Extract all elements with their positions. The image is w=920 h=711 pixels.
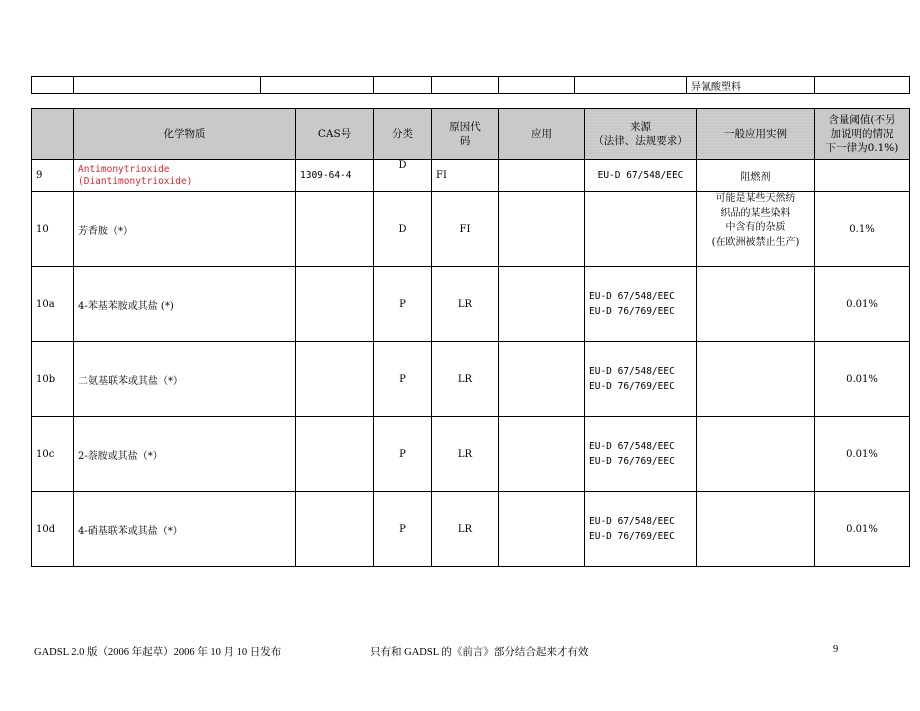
example (697, 342, 815, 417)
application (499, 192, 585, 267)
application (499, 160, 585, 192)
threshold: 0.01% (815, 342, 910, 417)
chemical-name: 二氨基联苯或其盐（*） (74, 342, 296, 417)
source: EU-D 67/548/EEC EU-D 76/769/EEC (585, 342, 697, 417)
example: 可能是某些天然纺 织品的某些染料 中含有的杂质 (在欧洲被禁止生产) (697, 192, 815, 267)
application (499, 492, 585, 567)
previous-table-fragment (31, 76, 910, 94)
threshold: 0.1% (815, 192, 910, 267)
source: EU-D 67/548/EEC EU-D 76/769/EEC (585, 492, 697, 567)
table-row (32, 342, 910, 417)
class-code: P (374, 342, 432, 417)
header-reason: 原因代 码 (432, 109, 499, 160)
reason-code: FI (432, 160, 499, 192)
reason-code: LR (432, 417, 499, 492)
threshold: 0.01% (815, 492, 910, 567)
reason-code: LR (432, 492, 499, 567)
header-example: 一般应用实例 (697, 109, 815, 160)
class-code: P (374, 492, 432, 567)
reason-code: FI (432, 192, 499, 267)
class-code: D (374, 160, 432, 192)
source: EU-D 67/548/EEC EU-D 76/769/EEC (585, 267, 697, 342)
example (697, 492, 815, 567)
table-row (32, 77, 910, 94)
example (697, 267, 815, 342)
example (697, 417, 815, 492)
class-code: P (374, 417, 432, 492)
table-row (32, 492, 910, 567)
class-code: P (374, 267, 432, 342)
application (499, 417, 585, 492)
row-id: 10c (32, 417, 74, 492)
footer-left: GADSL 2.0 版（2006 年起草）2006 年 10 月 10 日发布 (34, 647, 282, 658)
header-chemical: 化学物质 (74, 109, 296, 160)
row-id: 9 (32, 160, 74, 192)
header-threshold: 含量阈值(不另 加说明的情况 下一律为0.1%) (815, 109, 910, 160)
table-header-row (32, 109, 910, 160)
row-id: 10b (32, 342, 74, 417)
header-application: 应用 (499, 109, 585, 160)
row-id: 10d (32, 492, 74, 567)
cas-number (296, 492, 374, 567)
threshold: 0.01% (815, 267, 910, 342)
chemical-name: Antimonytrioxide (Diantimonytrioxide) (74, 160, 296, 192)
cas-number (296, 267, 374, 342)
example-cell: 异氰酸塑料 (687, 77, 815, 94)
row-id: 10a (32, 267, 74, 342)
source: EU-D 67/548/EEC (585, 160, 697, 192)
source: EU-D 67/548/EEC EU-D 76/769/EEC (585, 417, 697, 492)
header-id (32, 109, 74, 160)
cas-number (296, 192, 374, 267)
header-source: 来源 （法律、法规要求） (585, 109, 697, 160)
application (499, 342, 585, 417)
header-class: 分类 (374, 109, 432, 160)
chemical-name: 4-硝基联苯或其盐（*） (74, 492, 296, 567)
header-cas: CAS号 (296, 109, 374, 160)
chemical-name: 2-萘胺或其盐（*） (74, 417, 296, 492)
threshold: 0.01% (815, 417, 910, 492)
cas-number (296, 342, 374, 417)
cas-number: 1309-64-4 (296, 160, 374, 192)
class-code: D (374, 192, 432, 267)
table-row (32, 267, 910, 342)
table-row (32, 192, 910, 267)
cas-number (296, 417, 374, 492)
reason-code: LR (432, 342, 499, 417)
example: 阻燃剂 (697, 160, 815, 192)
table-row (32, 160, 910, 192)
substance-table (31, 108, 910, 567)
chemical-name: 4-苯基苯胺或其盐 (*) (74, 267, 296, 342)
page-number: 9 (833, 644, 839, 655)
footer-center: 只有和 GADSL 的《前言》部分结合起来才有效 (370, 647, 589, 658)
table-row (32, 417, 910, 492)
application (499, 267, 585, 342)
source (585, 192, 697, 267)
chemical-name: 芳香胺（*） (74, 192, 296, 267)
row-id: 10 (32, 192, 74, 267)
threshold (815, 160, 910, 192)
reason-code: LR (432, 267, 499, 342)
